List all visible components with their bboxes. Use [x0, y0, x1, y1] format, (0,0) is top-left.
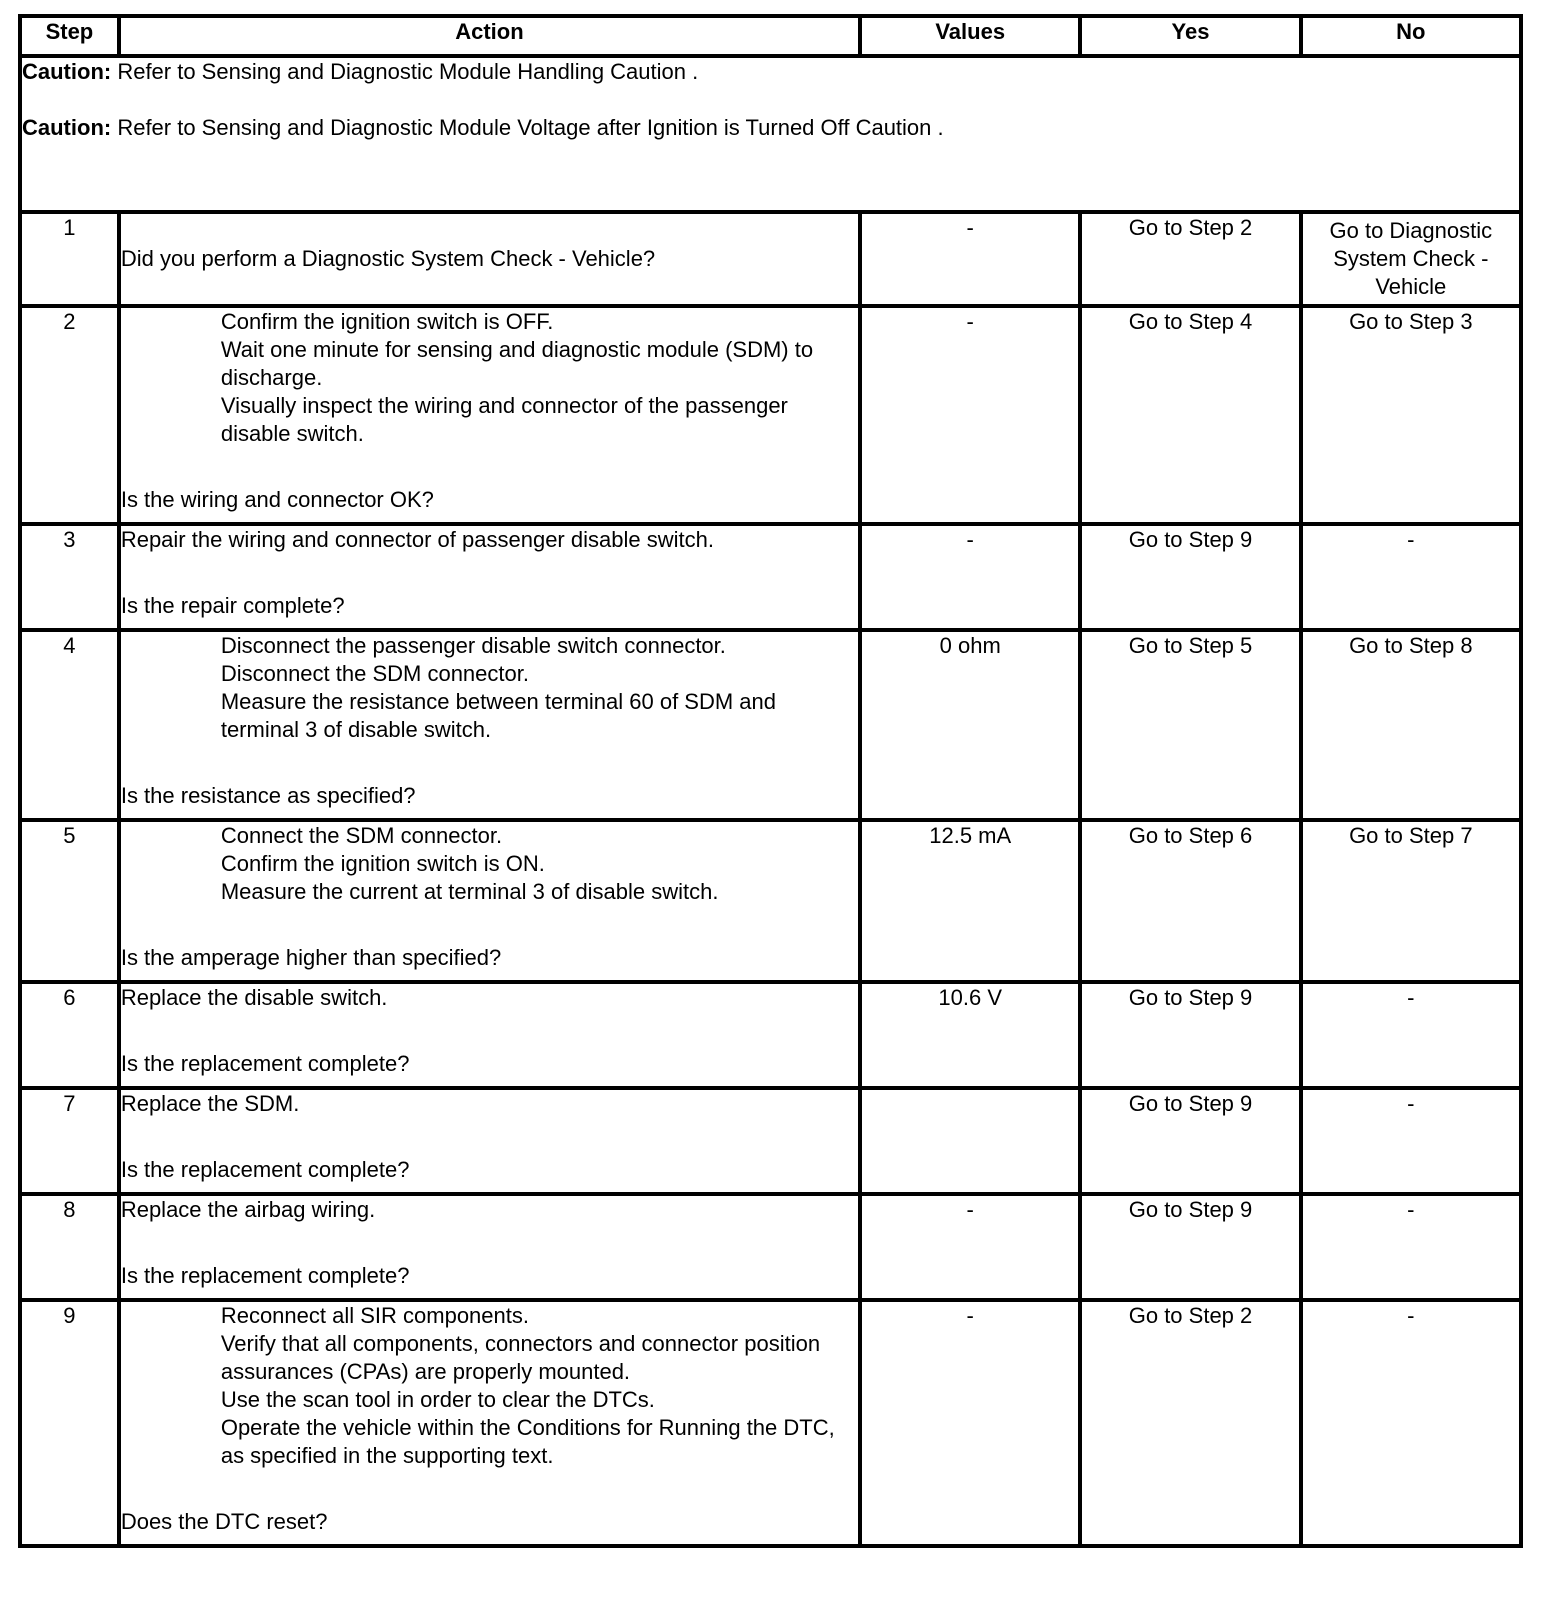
- caution-label: Caution:: [22, 59, 112, 84]
- caution-text: Refer to Sensing and Diagnostic Module Handling Caution .: [111, 59, 699, 84]
- instruction: Confirm the ignition switch is ON.: [220, 851, 545, 876]
- value-cell: 10.6 V: [860, 982, 1080, 1088]
- question: Is the replacement complete?: [120, 1263, 410, 1288]
- no-cell: Go to Step 3: [1301, 306, 1521, 524]
- action-cell: [119, 212, 860, 306]
- value-cell: -: [860, 306, 1080, 524]
- question: Does the DTC reset?: [120, 1509, 328, 1534]
- instruction: Visually inspect the wiring and connector of the passenger disable switch.: [220, 393, 788, 446]
- value-cell: 0 ohm: [860, 630, 1080, 820]
- no-cell: -: [1301, 1300, 1521, 1546]
- instruction: Measure the resistance between terminal 60 of SDM and terminal 3 of disable switch.: [220, 689, 777, 742]
- diagnostic-table: [18, 14, 1523, 1548]
- step-number: 2: [20, 306, 119, 524]
- yes-cell: Go to Step 6: [1080, 820, 1300, 982]
- action-cell: [119, 1194, 860, 1300]
- no-cell: -: [1301, 524, 1521, 630]
- yes-cell: Go to Step 9: [1080, 1088, 1300, 1194]
- caution-1: [22, 58, 1519, 86]
- instruction: Replace the SDM.: [120, 1091, 300, 1116]
- header-step: Step: [20, 16, 119, 56]
- table-row: [20, 1300, 1521, 1546]
- step-number: 3: [20, 524, 119, 630]
- question: Is the amperage higher than specified?: [120, 945, 502, 970]
- instruction: Replace the disable switch.: [120, 985, 388, 1010]
- value-cell: [860, 1088, 1080, 1194]
- instruction: Confirm the ignition switch is OFF.: [220, 309, 554, 334]
- no-cell: -: [1301, 1194, 1521, 1300]
- instruction: Measure the current at terminal 3 of disable switch.: [220, 879, 719, 904]
- instruction-list: [121, 1302, 858, 1470]
- caution-text: Refer to Sensing and Diagnostic Module Voltage after Ignition is Turned Off Caution .: [111, 115, 944, 140]
- no-cell: Go to Step 7: [1301, 820, 1521, 982]
- instruction: Disconnect the SDM connector.: [220, 661, 529, 686]
- value-cell: -: [860, 1194, 1080, 1300]
- action-cell: [119, 1300, 860, 1546]
- table-row: [20, 1194, 1521, 1300]
- step-number: 6: [20, 982, 119, 1088]
- table-row: [20, 630, 1521, 820]
- instruction-list: [121, 632, 858, 744]
- table-row: [20, 306, 1521, 524]
- question: Is the wiring and connector OK?: [120, 487, 434, 512]
- instruction: Verify that all components, connectors and connector position assurances (CPAs) are properly mounted.: [220, 1331, 821, 1384]
- caution-2: [22, 114, 1519, 142]
- table-row: [20, 1088, 1521, 1194]
- yes-cell: Go to Step 2: [1080, 1300, 1300, 1546]
- action-cell: [119, 630, 860, 820]
- question: Is the resistance as specified?: [120, 783, 416, 808]
- header-action: Action: [119, 16, 860, 56]
- instruction: Replace the airbag wiring.: [120, 1197, 376, 1222]
- table-row: [20, 820, 1521, 982]
- caution-row: [20, 56, 1521, 212]
- no-cell: Go to Diagnostic System Check - Vehicle: [1301, 212, 1521, 306]
- step-number: 5: [20, 820, 119, 982]
- yes-cell: Go to Step 9: [1080, 982, 1300, 1088]
- question: Is the replacement complete?: [120, 1051, 410, 1076]
- step-number: 9: [20, 1300, 119, 1546]
- yes-cell: Go to Step 4: [1080, 306, 1300, 524]
- header-yes: Yes: [1080, 16, 1300, 56]
- step-number: 4: [20, 630, 119, 820]
- yes-cell: Go to Step 2: [1080, 212, 1300, 306]
- instruction: Wait one minute for sensing and diagnostic module (SDM) to discharge.: [220, 337, 814, 390]
- table-row: [20, 524, 1521, 630]
- yes-cell: Go to Step 9: [1080, 524, 1300, 630]
- action-cell: [119, 524, 860, 630]
- no-cell: Go to Step 8: [1301, 630, 1521, 820]
- step-number: 1: [20, 212, 119, 306]
- question: Did you perform a Diagnostic System Check - Vehicle?: [120, 246, 656, 271]
- header-no: No: [1301, 16, 1521, 56]
- instruction: Use the scan tool in order to clear the DTCs.: [220, 1387, 655, 1412]
- question: Is the repair complete?: [120, 593, 345, 618]
- action-cell: [119, 306, 860, 524]
- instruction: Reconnect all SIR components.: [220, 1303, 529, 1328]
- action-cell: [119, 982, 860, 1088]
- no-cell: -: [1301, 982, 1521, 1088]
- table-row: [20, 982, 1521, 1088]
- step-number: 8: [20, 1194, 119, 1300]
- action-cell: [119, 820, 860, 982]
- yes-cell: Go to Step 5: [1080, 630, 1300, 820]
- table-row: [20, 212, 1521, 306]
- instruction-list: [121, 822, 858, 906]
- value-cell: 12.5 mA: [860, 820, 1080, 982]
- caution-label: Caution:: [22, 115, 112, 140]
- instruction: Operate the vehicle within the Conditions for Running the DTC, as specified in the supporting text.: [220, 1415, 835, 1468]
- value-cell: -: [860, 1300, 1080, 1546]
- value-cell: -: [860, 524, 1080, 630]
- caution-cell: [20, 56, 1521, 212]
- question: Is the replacement complete?: [120, 1157, 410, 1182]
- action-cell: [119, 1088, 860, 1194]
- instruction: Disconnect the passenger disable switch connector.: [220, 633, 726, 658]
- step-number: 7: [20, 1088, 119, 1194]
- header-values: Values: [860, 16, 1080, 56]
- no-cell: -: [1301, 1088, 1521, 1194]
- instruction: Connect the SDM connector.: [220, 823, 503, 848]
- yes-cell: Go to Step 9: [1080, 1194, 1300, 1300]
- instruction-list: [121, 308, 858, 448]
- instruction: Repair the wiring and connector of passenger disable switch.: [120, 527, 714, 552]
- header-row: [20, 16, 1521, 56]
- value-cell: -: [860, 212, 1080, 306]
